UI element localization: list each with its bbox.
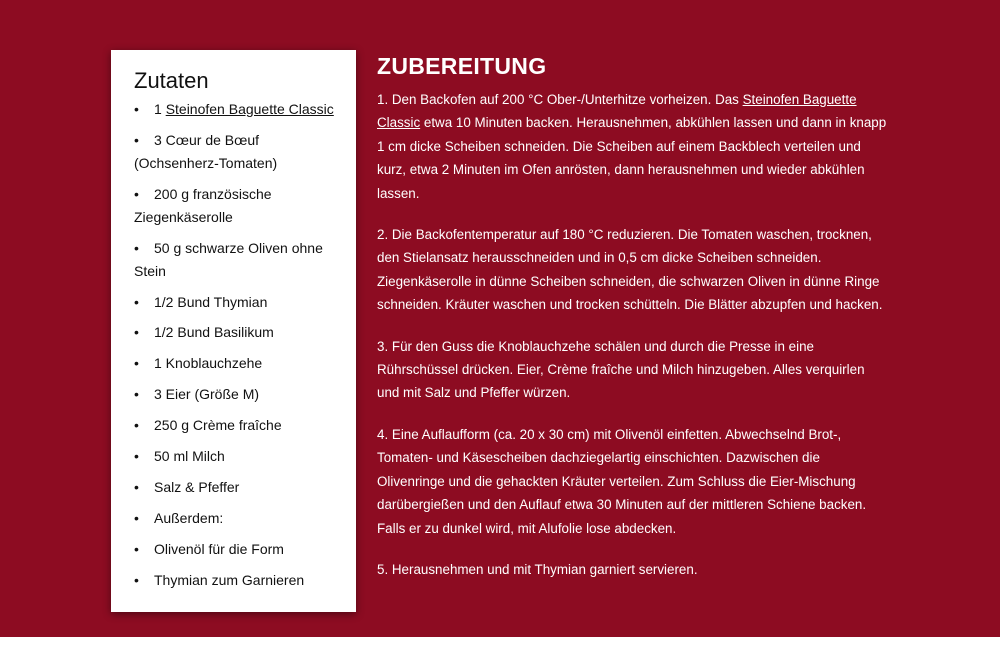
- preparation-step: 2. Die Backofentemperatur auf 180 °C reduzieren. Die Tomaten waschen, trocknen, den Stielansatz herausschneiden und in 0,5 cm dicke Scheiben schneiden. Ziegenkäserolle in dünne Scheiben schneiden, die schwarzen Oliven in dünne Ringe schneiden. Kräuter waschen und trocken schütteln. Die Blätter abzupfen und hacken.: [377, 227, 883, 313]
- ingredient-item: • 3 Cœur de Bœuf (Ochsenherz-Tomaten): [134, 129, 346, 175]
- ingredient-item: • Salz & Pfeffer: [134, 476, 346, 499]
- ingredient-item: • Olivenöl für die Form: [134, 538, 346, 561]
- ingredient-item: • 1/2 Bund Thymian: [134, 291, 346, 314]
- bullet-icon: •: [134, 185, 139, 202]
- bullet-icon: •: [134, 101, 139, 117]
- ingredient-item: • 200 g französische Ziegenkäserolle: [134, 183, 346, 229]
- bullet-icon: •: [134, 417, 139, 434]
- ingredient-item: • 250 g Crème fraîche: [134, 414, 346, 437]
- preparation-section: [377, 52, 890, 599]
- bullet-icon: •: [134, 131, 139, 148]
- bullet-icon: •: [134, 540, 139, 557]
- bullet-icon: •: [134, 239, 139, 256]
- ingredients-title: Zutaten: [134, 68, 209, 93]
- ingredient-item: • 50 ml Milch: [134, 445, 346, 468]
- ingredient-item: • Außerdem:: [134, 507, 346, 530]
- bullet-icon: •: [134, 509, 139, 526]
- baguette-product-link[interactable]: Steinofen Baguette Classic: [165, 101, 334, 117]
- ingredients-card: [111, 50, 356, 612]
- ingredient-item: • 3 Eier (Größe M): [134, 383, 346, 406]
- ingredients-list: [134, 98, 346, 592]
- ingredient-item: • 1 Steinofen Baguette Classic: [134, 98, 346, 121]
- ingredient-item: • 1 Knoblauchzehe: [134, 352, 346, 375]
- preparation-step: 4. Eine Auflaufform (ca. 20 x 30 cm) mit Olivenöl einfetten. Abwechselnd Brot-, Tomaten- und Käsescheiben dachziegelartig einschichten. Dazwischen die Olivenringe und die gehackten Kräuter verteilen. Zum Schluss die Eier-Mischung darübergießen und den Auflauf etwa 30 Minuten auf der mittleren Schiene backen. Falls er zu dunkel wird, mit Alufolie lose abdecken.: [377, 426, 867, 536]
- preparation-step: 1. Den Backofen auf 200 °C Ober-/Unterhitze vorheizen. Das Steinofen Baguette Classic etwa 10 Minuten backen. Herausnehmen, abkühlen lassen und dann in knapp 1 cm dicke Scheiben schneiden. Die Scheiben auf einem Backblech verteilen und kurz, etwa 2 Minuten im Ofen anrösten, dann herausnehmen und wieder abkühlen lassen.: [377, 92, 887, 201]
- bullet-icon: •: [134, 571, 139, 588]
- ingredient-item: • Thymian zum Garnieren: [134, 569, 346, 592]
- baguette-step-link[interactable]: Steinofen Baguette Classic: [377, 92, 857, 131]
- bullet-icon: •: [134, 355, 139, 372]
- preparation-title: ZUBEREITUNG: [377, 53, 547, 79]
- preparation-step: 3. Für den Guss die Knoblauchzehe schälen und durch die Presse in eine Rührschüssel drücken. Eier, Crème fraîche und Milch hinzugeben. Alles verquirlen und mit Salz und Pfeffer würzen.: [377, 338, 865, 401]
- ingredient-item: • 1/2 Bund Basilikum: [134, 321, 346, 344]
- preparation-step: 5. Herausnehmen und mit Thymian garniert servieren.: [377, 561, 698, 577]
- ingredient-item: • 50 g schwarze Oliven ohne Stein: [134, 237, 346, 283]
- bullet-icon: •: [134, 478, 139, 495]
- bullet-icon: •: [134, 324, 139, 341]
- bullet-icon: •: [134, 293, 139, 310]
- bullet-icon: •: [134, 386, 139, 403]
- bullet-icon: •: [134, 448, 139, 465]
